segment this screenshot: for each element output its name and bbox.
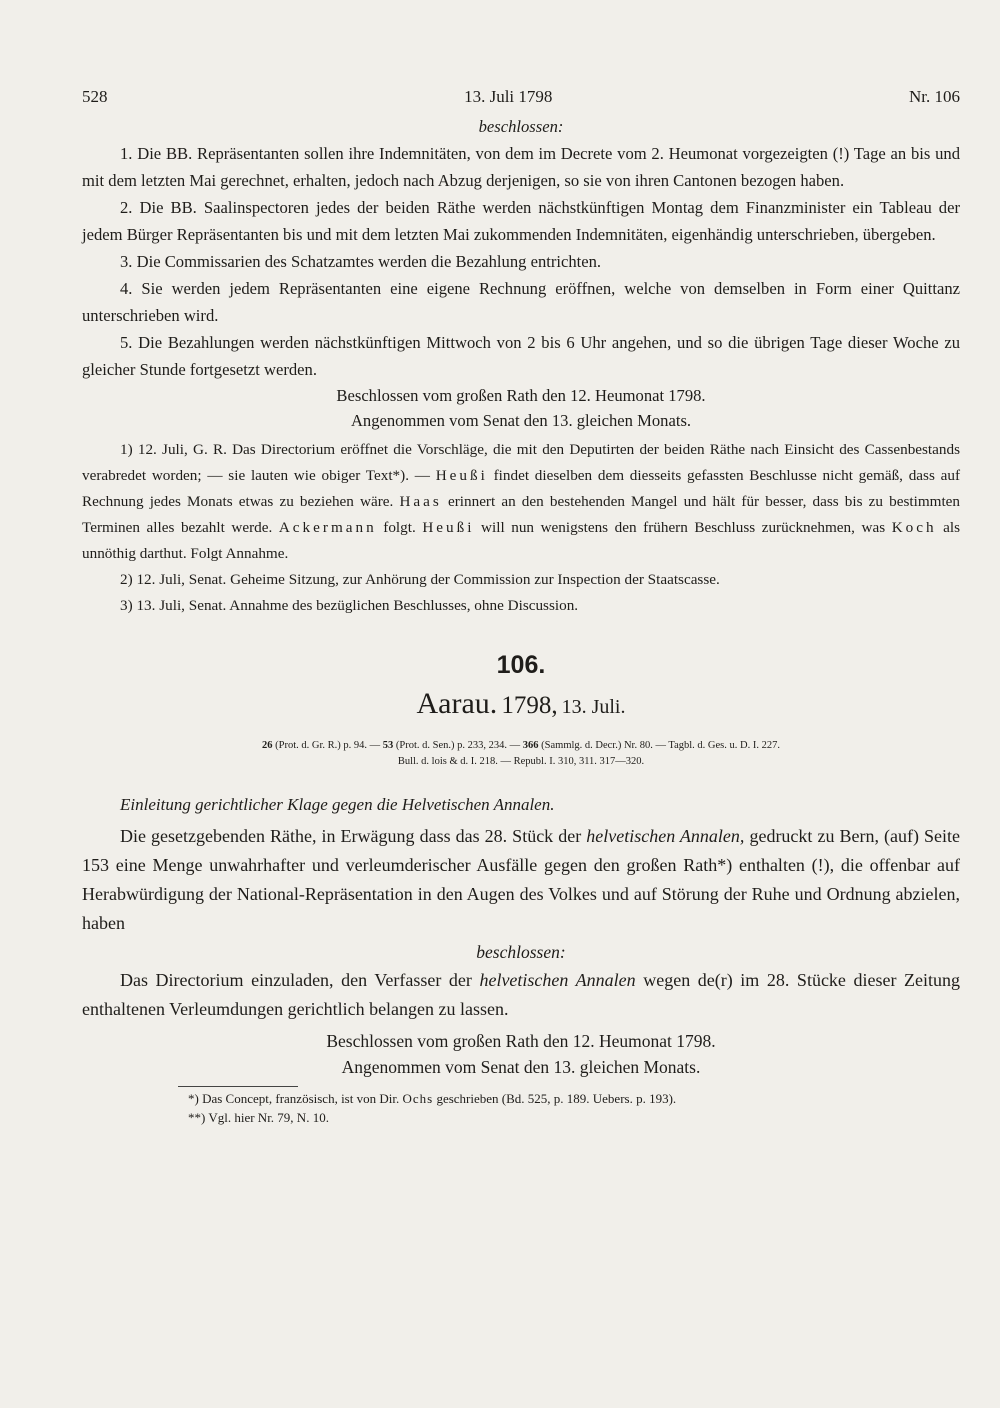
note-1-name-heussi: Heußi xyxy=(435,467,488,484)
note-1-text-e: will nun wenigstens den frühern Beschluss zurücknehmen, was xyxy=(481,519,886,536)
closing-resolved-2: Beschlossen vom großen Rath den 12. Heumonat 1798. xyxy=(326,1031,716,1051)
footnote-2: **) Vgl. hier Nr. 79, N. 10. xyxy=(188,1110,329,1125)
note-1-name-koch: Koch xyxy=(891,519,937,536)
sources-line-1 xyxy=(82,738,960,754)
resolution-item-2: 2. Die BB. Saalinspectoren jedes der beiden Räthe werden nächstkünftigen Montag dem Finanzminister ein Tableau der jedem Bürger Repräsentanten bis und mit dem letzten Mai zukommenden Indemnitäten, eigenhändig unterschrieben, übergeben. xyxy=(82,198,960,244)
source-ref-53: 53 xyxy=(382,740,394,751)
note-1-name-heussi-2: Heußi xyxy=(422,519,475,536)
document-year: 1798, xyxy=(501,692,558,719)
note-1-text-a: 1) 12. Juli, G. R. Das Directorium eröffnet die Vorschläge, die mit den Deputirten der beiden Räthe nach Einsicht des Cassenbestands verabredet worden; — sie lauten wie obiger Text*). — xyxy=(82,441,960,484)
sources-line-2: Bull. d. lois & d. I. 218. — Republ. I. 310, 311. 317—320. xyxy=(397,756,645,767)
document-place: Aarau. xyxy=(416,687,498,720)
document-day: 13. Juli. xyxy=(561,696,626,718)
header-doc-ref: Nr. 106 xyxy=(909,87,960,106)
note-1 xyxy=(82,437,960,567)
note-3: 3) 13. Juli, Senat. Annahme des bezüglichen Beschlusses, ohne Discussion. xyxy=(120,597,579,614)
source-text-3: (Sammlg. d. Decr.) Nr. 80. — Tagbl. d. Ges. u. D. I. 227. xyxy=(538,740,780,751)
document-decision xyxy=(82,966,960,1024)
footnotes xyxy=(188,1089,960,1127)
decision-text-b: wegen de(r) im 28. Stücke dieser Zeitung enthaltenen Verleumdungen gerichtlich belangen zu lassen. xyxy=(82,970,961,1019)
note-1-text-f: als unnöthig darthut. Folgt Annahme. xyxy=(82,519,961,562)
footnote-1 xyxy=(188,1089,960,1108)
document-number: 106. xyxy=(496,651,546,679)
page-number: 528 xyxy=(82,87,108,106)
note-2: 2) 12. Juli, Senat. Geheime Sitzung, zur Anhörung der Commission zur Inspection der Staatscasse. xyxy=(120,571,720,588)
resolved-label: beschlossen: xyxy=(478,117,564,136)
document-body xyxy=(82,822,960,938)
note-1-name-ackermann: Ackermann xyxy=(278,519,377,536)
source-ref-26: 26 xyxy=(262,740,273,751)
footnote-1-text-b: geschrieben (Bd. 525, p. 189. Uebers. p. 193). xyxy=(436,1091,677,1106)
note-1-name-haas: Haas xyxy=(399,493,442,510)
source-ref-366: 366 xyxy=(522,740,539,751)
resolution-item-4: 4. Sie werden jedem Repräsentanten eine eigene Rechnung eröffnen, welche von demselben in Form einer Quittanz unterschrieben wird. xyxy=(82,279,960,325)
decision-text-a: Das Directorium einzuladen, den Verfasser der xyxy=(120,970,472,990)
body-journal-title: helvetischen Annalen, xyxy=(586,826,745,846)
body-text-b: gedruckt zu Bern, (auf) Seite 153 eine Menge unwahrhafter und verleumderischer Ausfälle gegen den großen Rath*) enthalten (!), die offenbar auf Herabwürdigung der National-Repräsentation in den Augen des Volkes und auf Störung der Ruhe und Ordnung abzielen, haben xyxy=(82,826,961,933)
footnote-1-text-a: *) Das Concept, französisch, ist von Dir. xyxy=(188,1091,400,1106)
closing-accepted: Angenommen vom Senat den 13. gleichen Monats. xyxy=(350,411,692,430)
resolution-item-5: 5. Die Bezahlungen werden nächstkünftigen Mittwoch von 2 bis 6 Uhr angehen, und so die übrigen Tage dieser Woche zu gleicher Stunde fortgesetzt werden. xyxy=(82,333,960,379)
closing-resolved: Beschlossen vom großen Rath den 12. Heumonat 1798. xyxy=(336,386,706,405)
footnote-rule xyxy=(178,1086,298,1087)
running-header xyxy=(82,86,960,108)
note-1-text-b: findet dieselben dem diesseits gefassten Beschlusse nicht gemäß, dass auf Rechnung jedes Monats etwas zu beziehen wäre. xyxy=(82,467,961,510)
footnote-1-name-ochs: Ochs xyxy=(402,1091,434,1106)
resolution-item-1: 1. Die BB. Repräsentanten sollen ihre Indemnitäten, von dem im Decrete vom 2. Heumonat vorgezeigten (!) Tage an bis und mit dem letzten Mai gerechnet, erhalten, jedoch nach Abzug derjenigen, so sie von ihren Cantonen bezogen haben. xyxy=(82,144,960,190)
source-text-2: (Prot. d. Sen.) p. 233, 234. — xyxy=(393,740,523,751)
document-title xyxy=(82,685,960,728)
source-text-1: (Prot. d. Gr. R.) p. 94. — xyxy=(272,740,383,751)
resolved-label-2: beschlossen: xyxy=(476,942,566,962)
note-1-text-c: erinnert an den bestehenden Mangel und hält für besser, dass bis zu bestimmten Terminen alles bezahlt werde. xyxy=(82,493,960,536)
body-text-a: Die gesetzgebenden Räthe, in Erwägung dass das 28. Stück der xyxy=(120,826,582,846)
note-1-text-d: folgt. xyxy=(383,519,416,536)
closing-accepted-2: Angenommen vom Senat den 13. gleichen Monats. xyxy=(341,1057,701,1077)
document-subject: Einleitung gerichtlicher Klage gegen die Helvetischen Annalen. xyxy=(120,795,555,814)
header-date: 13. Juli 1798 xyxy=(464,87,553,106)
resolution-item-3: 3. Die Commissarien des Schatzamtes werden die Bezahlung entrichten. xyxy=(120,252,602,271)
decision-journal-title: helvetischen Annalen xyxy=(479,970,636,990)
